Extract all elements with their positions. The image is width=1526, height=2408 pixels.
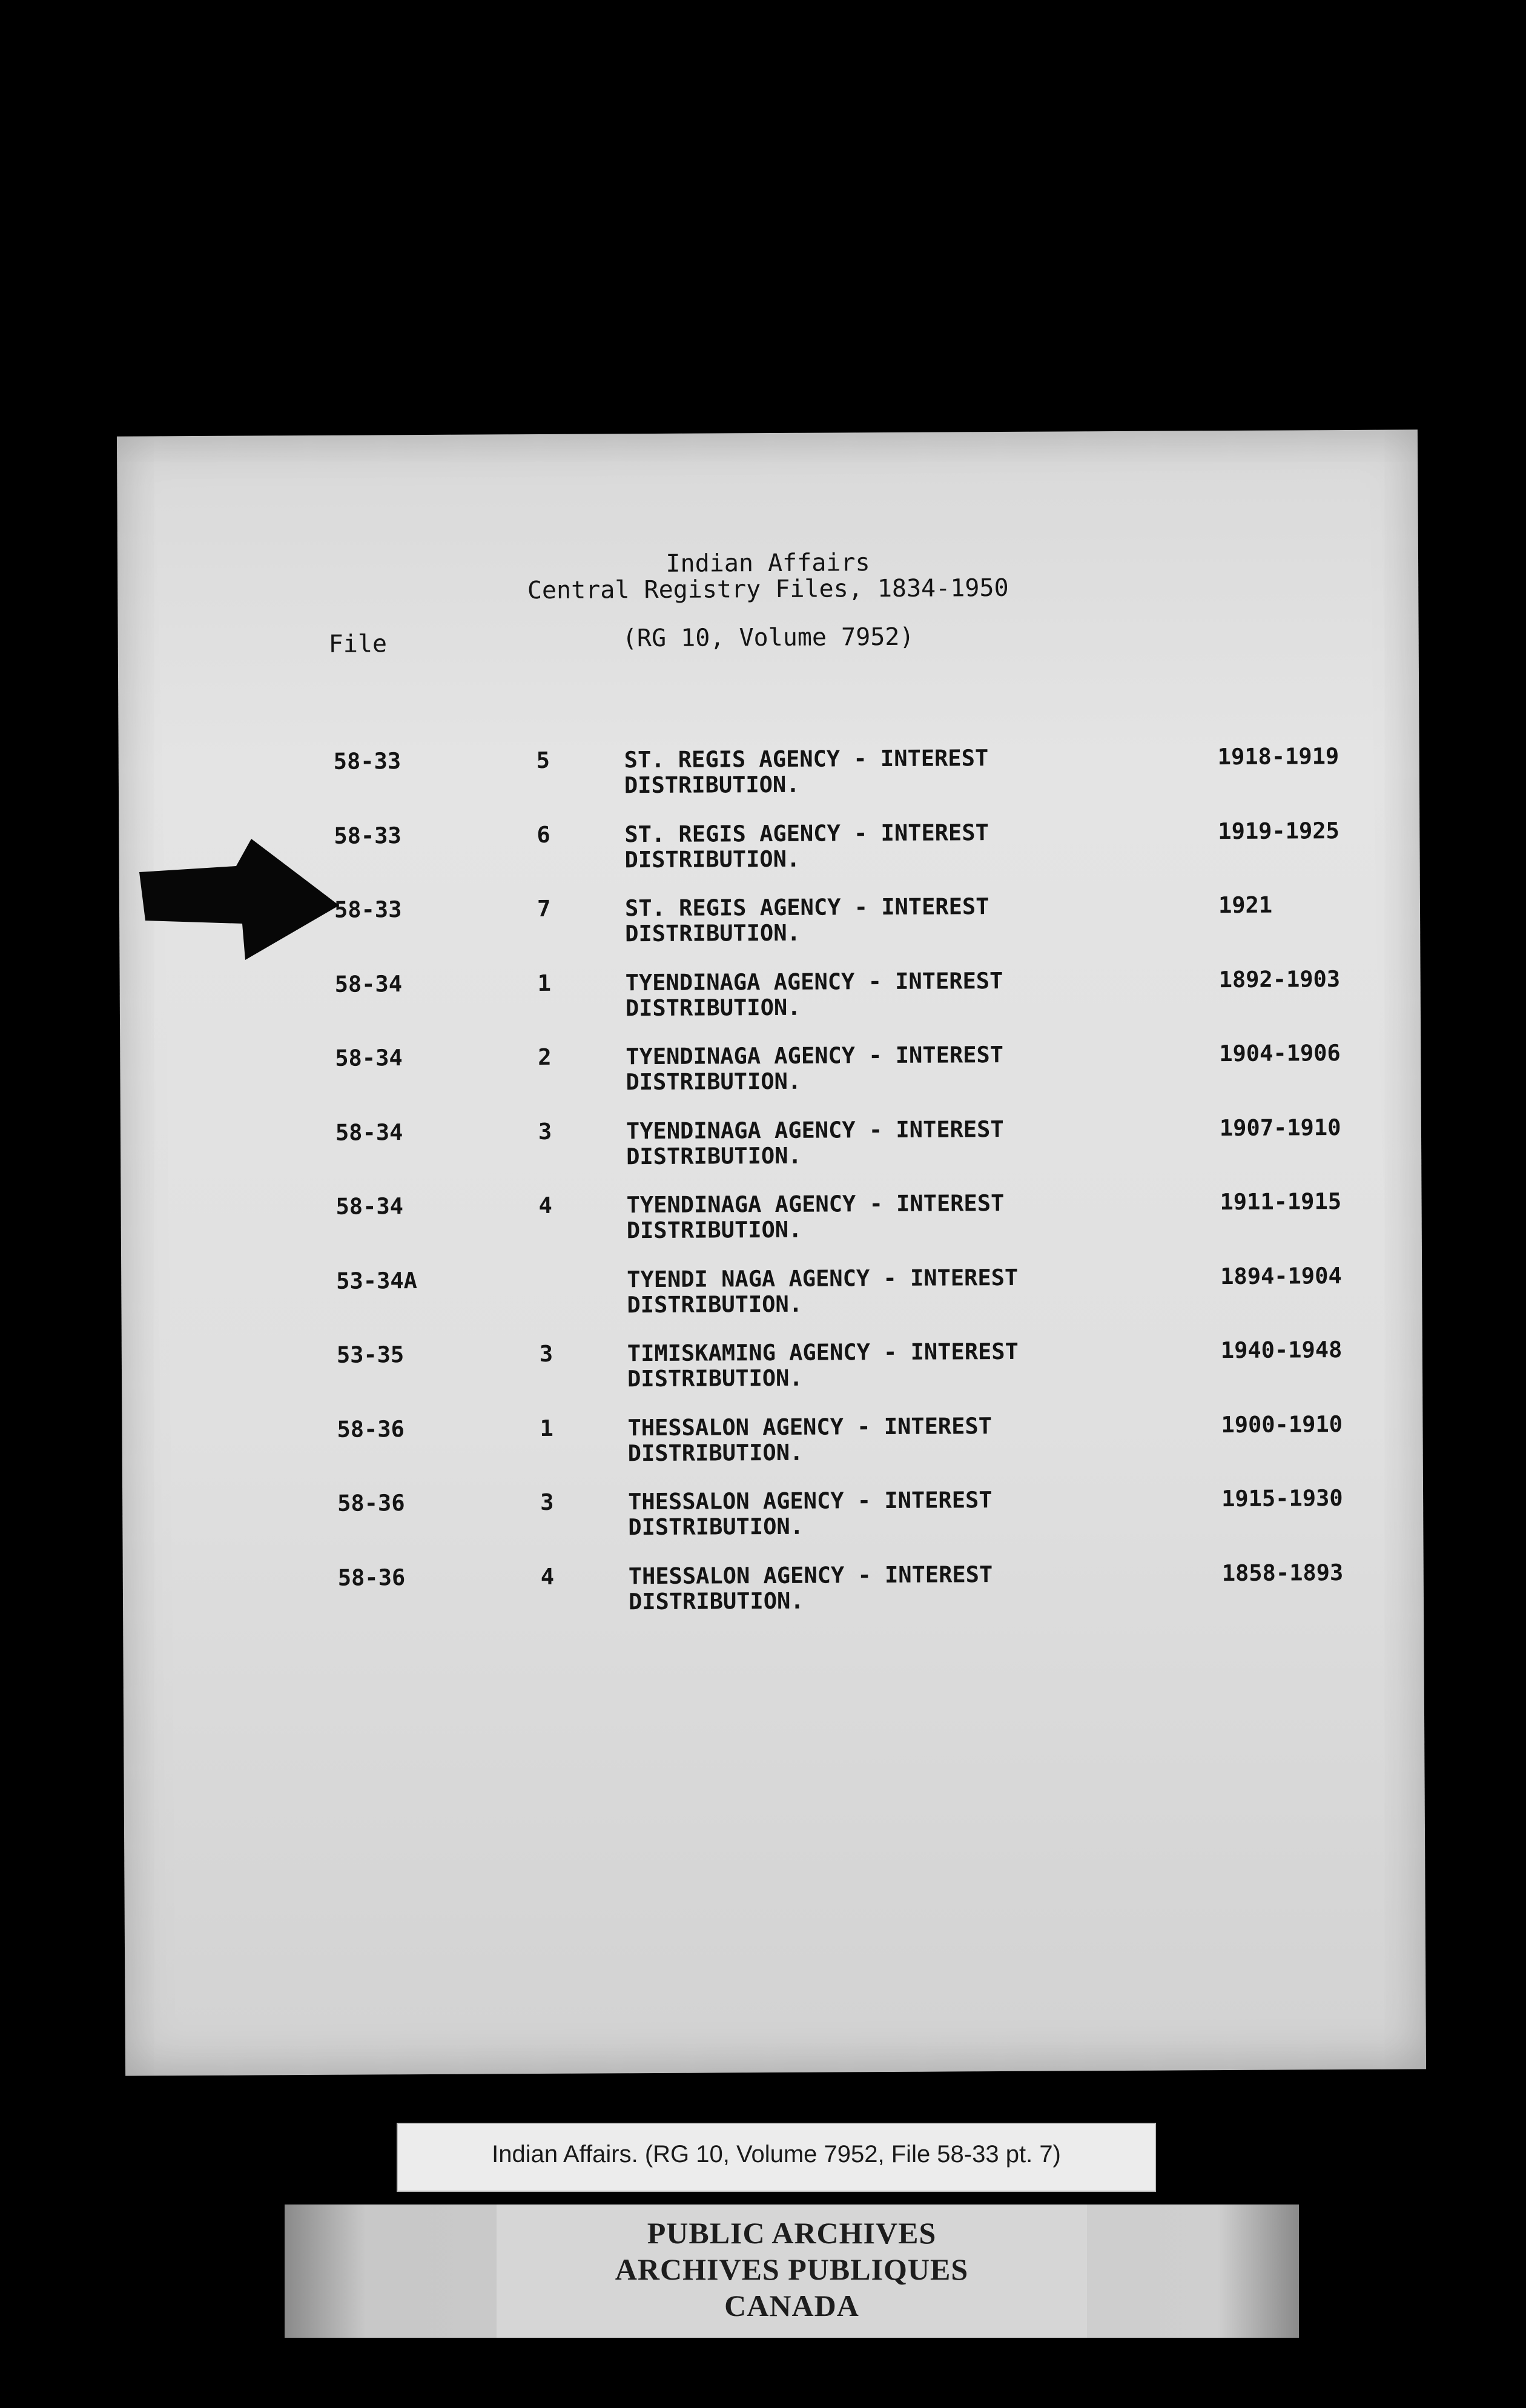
part-number: 6 [537, 821, 550, 848]
document-page [117, 429, 1426, 2076]
description-line-1: ST. REGIS AGENCY - INTEREST [624, 745, 989, 773]
description-line-1: TYENDINAGA AGENCY - INTEREST [626, 1189, 1005, 1219]
part-number: 4 [540, 1563, 555, 1590]
file-number: 58-33 [334, 822, 401, 849]
header-title: Indian Affairs [666, 549, 870, 578]
description-line-2: DISTRIBUTION. [626, 1068, 802, 1096]
description-line-2: DISTRIBUTION. [624, 771, 800, 799]
description-line-2: DISTRIBUTION. [625, 919, 801, 947]
file-number: 58-34 [335, 1045, 403, 1071]
stamp-line-3: CANADA [724, 2289, 859, 2323]
description-line-1: THESSALON AGENCY - INTEREST [628, 1561, 993, 1589]
description-line-1: ST. REGIS AGENCY - INTEREST [624, 819, 989, 847]
stamp-line-1: PUBLIC ARCHIVES [647, 2216, 937, 2250]
description-line-2: DISTRIBUTION. [628, 1587, 804, 1615]
date-range: 1892-1903 [1218, 965, 1341, 993]
part-number: 3 [540, 1489, 554, 1516]
description-line-1: THESSALON AGENCY - INTEREST [628, 1487, 993, 1515]
description-line-2: DISTRIBUTION. [624, 845, 801, 873]
part-number: 7 [537, 895, 551, 922]
date-range: 1904-1906 [1219, 1040, 1341, 1067]
date-range: 1921 [1218, 891, 1273, 919]
description-line-2: DISTRIBUTION. [628, 1513, 804, 1541]
file-number: 58-36 [337, 1564, 406, 1591]
description-line-1: TIMISKAMING AGENCY - INTEREST [627, 1338, 1019, 1367]
header-volume: (RG 10, Volume 7952) [622, 623, 914, 653]
part-number: 1 [537, 970, 552, 996]
header-subtitle: Central Registry Files, 1834-1950 [527, 574, 1009, 605]
description-line-2: DISTRIBUTION. [627, 1291, 803, 1318]
description-line-1: TYENDI NAGA AGENCY - INTEREST [627, 1264, 1019, 1292]
date-range: 1894-1904 [1220, 1262, 1342, 1289]
date-range: 1940-1948 [1220, 1337, 1343, 1364]
archive-stamp [285, 2205, 1299, 2338]
description-line-1: THESSALON AGENCY - INTEREST [627, 1412, 993, 1441]
file-number: 58-34 [334, 970, 403, 997]
file-number: 58-36 [337, 1490, 405, 1517]
file-number: 58-33 [333, 748, 401, 775]
description-line-1: ST. REGIS AGENCY - INTEREST [624, 893, 989, 922]
date-range: 1919-1925 [1218, 817, 1339, 844]
file-number: 58-34 [335, 1193, 404, 1220]
file-number: 58-34 [335, 1119, 403, 1146]
description-line-1: TYENDINAGA AGENCY - INTEREST [626, 1116, 1004, 1144]
description-line-1: TYENDINAGA AGENCY - INTEREST [626, 1041, 1004, 1070]
part-number: 3 [538, 1118, 552, 1145]
arrow-right-icon [139, 839, 339, 960]
part-number: 5 [536, 747, 550, 774]
part-number: 3 [539, 1340, 553, 1368]
description-line-2: DISTRIBUTION. [626, 1216, 802, 1244]
date-range: 1911-1915 [1220, 1188, 1342, 1216]
file-number: 53-35 [336, 1341, 405, 1368]
date-range: 1907-1910 [1219, 1114, 1341, 1141]
part-number: 2 [538, 1044, 552, 1071]
file-number: 53-34A [336, 1267, 417, 1294]
file-column-heading: File [328, 630, 388, 658]
file-number: 58-33 [334, 896, 402, 923]
date-range: 1918-1919 [1217, 743, 1339, 770]
file-number: 58-36 [337, 1415, 405, 1443]
description-line-1: TYENDINAGA AGENCY - INTEREST [625, 967, 1003, 996]
date-range: 1900-1910 [1221, 1411, 1343, 1438]
date-range: 1915-1930 [1221, 1485, 1343, 1512]
part-number: 4 [538, 1192, 552, 1219]
stamp-line-2: ARCHIVES PUBLIQUES [615, 2252, 969, 2286]
part-number: 1 [540, 1415, 553, 1441]
date-range: 1858-1893 [1221, 1559, 1344, 1586]
description-line-2: DISTRIBUTION. [627, 1364, 803, 1392]
description-line-2: DISTRIBUTION. [626, 1142, 802, 1169]
film-label-text: Indian Affairs. (RG 10, Volume 7952, File 58-33 pt. 7) [492, 2141, 1061, 2168]
description-line-2: DISTRIBUTION. [625, 994, 801, 1021]
description-line-2: DISTRIBUTION. [627, 1439, 804, 1466]
film-label [397, 2123, 1156, 2192]
